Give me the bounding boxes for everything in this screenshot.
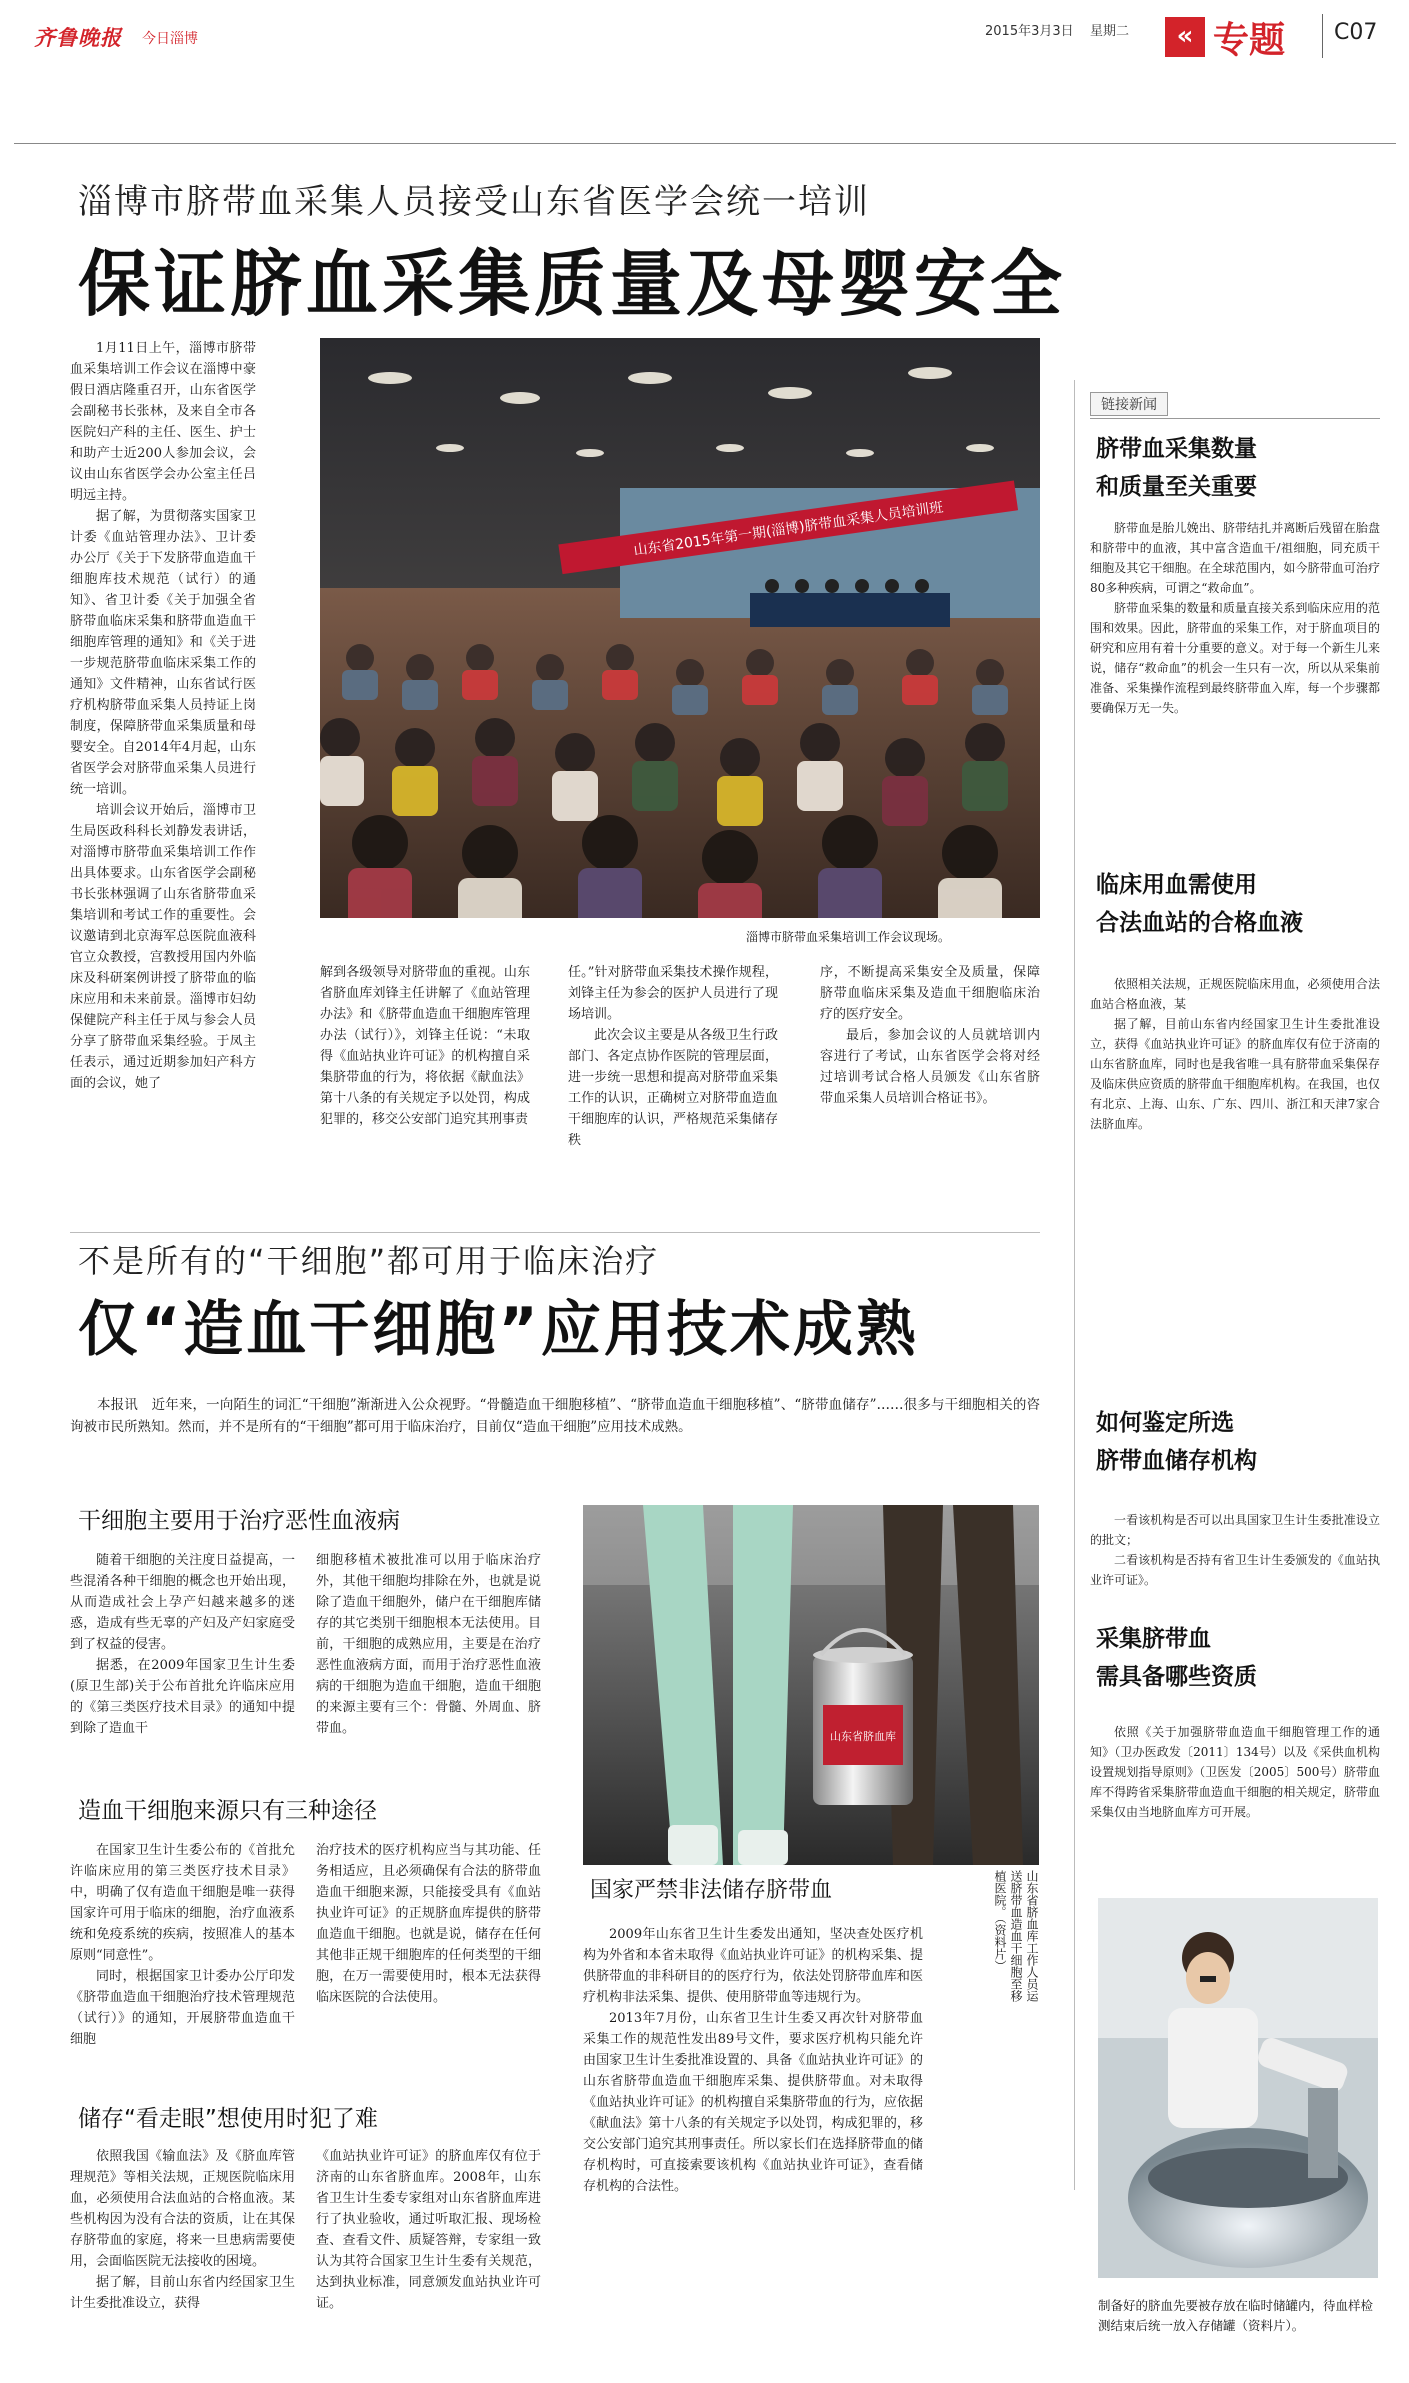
story1-para: 序，不断提高采集安全及质量，保障脐带血临床采集及造血干细胞临床治疗的医疗安全。: [820, 965, 1040, 1022]
story2-para: 2009年山东省卫生计生委发出通知，坚决查处医疗机构为外省和本省未取得《血站执业许可证》的机构采集、提供脐带血的非科研目的的医疗行为，依法处罚脐带血库和医疗机构非法采集、提供、使用脐带血等违规行为。: [583, 1927, 923, 2005]
conference-illustration: [320, 338, 1040, 918]
sidebar1-para: 脐带血采集的数量和质量直接关系到临床应用的范围和效果。因此，脐带血的采集工作，对于脐血项目的研究和应用有着十分重要的意义。对于每一个新生儿来说，储存“救命血”的机会一生只有一次，所以从采集前准备、采集操作流程到最终脐带血入库，每一个步骤都要确保万无一失。: [1090, 601, 1380, 715]
story2-para: 2013年7月份，山东省卫生计生委又再次针对脐带血采集工作的规范性发出89号文件，要求医疗机构只能允许由国家卫生计生委批准设置的、具备《血站执业许可证》的山东省脐带血造血干细胞库采集、提供脐带血。对未取得《血站执业许可证》的机构擅自采集脐带血的行为，应依据《献血法》第十八条的有关规定予以处罚，构成犯罪的，移交公安部门追究其刑事责任。所以家长们在选择脐带血的储存机构时，可直接索要该机构《血站执业许可证》，查看储存机构的合法性。: [583, 2011, 923, 2194]
story2-para: 据悉，在2009年国家卫生计生委(原卫生部)关于公布首批允许临床应用的《第三类医疗技术目录》的通知中提到除了造血干: [70, 1658, 295, 1736]
story-divider: [70, 1232, 1040, 1233]
sidebar2-para: 二看该机构是否持有省卫生计生委颁发的《血站执业许可证》。: [1090, 1553, 1380, 1587]
story2-s3-right: [316, 2146, 541, 2366]
sidebar-tag-rule: [1090, 418, 1380, 419]
story2-para: 随着干细胞的关注度日益提高，一些混淆各种干细胞的概念也开始出现，从而造成社会上孕产妇越来越多的迷惑，造成有些无辜的产妇及产妇家庭受到了权益的侵害。: [70, 1553, 295, 1652]
sidebar1-heading-1: [1096, 430, 1257, 506]
story1-kicker: 淄博市脐带血采集人员接受山东省医学会统一培训: [78, 182, 870, 222]
sidebar1-text-1: [1090, 518, 1380, 838]
story2-kicker: 不是所有的“干细胞”都可用于临床治疗: [78, 1242, 660, 1280]
masthead: [0, 0, 1409, 80]
sidebar2-text-2: [1090, 1722, 1380, 1884]
story2-para: 治疗技术的医疗机构应当与其功能、任务相适应，且必须确保有合法的脐带血造血干细胞来源，只能接受具有《血站执业许可证》的正规脐血库提供的脐带血造血干细胞。也就是说，储存在任何其他非正规干细胞库的任何类型的干细胞，在万一需要使用时，根本无法获得临床医院的合法使用。: [316, 1843, 541, 2005]
sidebar2-para: 依照《关于加强脐带血造血干细胞管理工作的通知》（卫办医政发〔2011〕134号）以及《采供血机构设置规划指导原则》（卫医发〔2005〕500号）脐带血库不得跨省采集脐带血造血干细胞的相关规定，脐带血采集仅由当地脐血库方可开展。: [1090, 1725, 1380, 1819]
sidebar1-heading-1-line: 脐带血采集数量: [1096, 436, 1257, 462]
story1-para: 1月11日上午，淄博市脐带血采集培训工作会议在淄博中豪假日酒店隆重召开，山东省医学会副秘书长张林，及来自全市各医院妇产科的主任、医生、护士和助产士近200人参加会议，会议由山东省医学会办公室主任吕明远主持。: [70, 341, 256, 503]
transport-photo: [583, 1505, 1039, 1865]
lab-photo: [1098, 1898, 1378, 2278]
story1-headline: 保证脐血采集质量及母婴安全: [78, 242, 1067, 326]
transport-illustration: [583, 1505, 1039, 1865]
story2-s2-left: [70, 1840, 295, 2062]
sidebar1-para: 脐带血是胎儿娩出、脐带结扎并离断后残留在胎盘和脐带中的血液，其中富含造血干/祖细胞，同充质干细胞及其它干细胞。在全球范围内，如今脐带血可治疗80多种疾病，可谓之“救命血”。: [1090, 521, 1380, 595]
paper-name: 齐鲁晚报: [34, 25, 122, 50]
masthead-rule: [14, 143, 1396, 144]
story1-column-2: [320, 962, 530, 1226]
story2-headline: 仅“造血干细胞”应用技术成熟: [78, 1295, 919, 1365]
conference-photo: [320, 338, 1040, 918]
story2-para: 依照我国《输血法》及《脐血库管理规范》等相关法规，正规医院临床用血，必须使用合法血站的合格血液。某些机构因为没有合法的资质，让在其保存脐带血的家庭，将来一旦患病需要使用，会面临医院无法接收的困境。: [70, 2149, 295, 2269]
issue-date: 2015年3月3日: [985, 24, 1074, 39]
story2-subhead-2: 造血干细胞来源只有三种途径: [78, 1798, 377, 1824]
story1-para: 任。”针对脐带血采集技术操作规程，刘锋主任为参会的医护人员进行了现场培训。: [568, 965, 778, 1022]
issue-weekday: 星期二: [1090, 24, 1130, 39]
conference-banner-text: 山东省2015年第一期(淄博)脐带血采集人员培训班: [632, 499, 945, 559]
story2-s2-right: [316, 1840, 541, 2062]
section-name: 今日淄博: [142, 31, 198, 47]
story1-para: 解到各级领导对脐带血的重视。山东省脐血库刘锋主任讲解了《血站管理办法》和《脐带血造血干细胞库管理办法（试行）》，刘锋主任说：“未取得《血站执业许可证》的机构擅自采集脐带血的行为，将依据《献血法》第十八条的有关规定予以处罚，构成犯罪的，移交公安部门追究其刑事责: [320, 965, 530, 1127]
can-label-text: 山东省脐血库: [830, 1730, 896, 1743]
story2-s4-text: [583, 1924, 923, 2364]
sidebar1-heading-2: [1096, 866, 1303, 942]
page-number: C07: [1334, 20, 1378, 45]
sidebar1-heading-2-line: 临床用血需使用: [1096, 872, 1257, 898]
sidebar1-para: 依照相关法规，正规医院临床用血，必须使用合法血站合格血液，某: [1090, 977, 1380, 1011]
sidebar2-heading-1: [1096, 1404, 1257, 1480]
story1-column-3: [568, 962, 778, 1226]
story2-para: 《血站执业许可证》的脐血库仅有位于济南的山东省脐血库。2008年，山东省卫生计生委专家组对山东省脐血库进行了执业验收，通过听取汇报、现场检查、查看文件、质疑答辩，专家组一致认为其符合国家卫生计生委有关规范，达到执业标准，同意颁发血站执业许可证。: [316, 2149, 541, 2311]
lab-photo-caption: 制备好的脐血先要被存放在临时储罐内，待血样检测结束后统一放入存储罐（资料片）。: [1098, 2298, 1374, 2333]
story1-para: 据了解，为贯彻落实国家卫计委《血站管理办法》、卫计委办公厅《关于下发脐带血造血干细胞库技术规范（试行）的通知》、省卫计委《关于加强全省脐带血临床采集和脐带血造血干细胞库管理的通知》和《关于进一步规范脐带血临床采集工作的通知》文件精神，山东省试行医疗机构脐带血采集人员持证上岗制度，保障脐带血采集质量和母婴安全。自2014年4月起，山东省医学会对脐带血采集人员进行统一培训。: [70, 509, 256, 797]
column-icon: «: [1165, 17, 1205, 57]
story1-column-4: [820, 962, 1040, 1226]
sidebar1-para: 据了解，目前山东省内经国家卫生计生委批准设立，获得《血站执业许可证》的脐血库仅有位于济南的山东省脐血库，同时也是我省唯一具有脐带血采集保存及临床供应资质的脐带血干细胞库机构。在我国，也仅有北京、上海、山东、广东、四川、浙江和天津7家合法脐血库。: [1090, 1017, 1380, 1131]
story2-s3-left: [70, 2146, 295, 2366]
sidebar-divider: [1074, 380, 1075, 2190]
story2-subhead-4: 国家严禁非法储存脐带血: [590, 1878, 833, 1903]
story1-column-1: [70, 338, 256, 1226]
story2-para: 据了解，目前山东省内经国家卫生计生委批准设立，获得: [70, 2275, 295, 2311]
sidebar1-text-2: [1090, 974, 1380, 1224]
lab-illustration: [1098, 1898, 1378, 2278]
sidebar2-heading-1-line: 脐带血储存机构: [1096, 1448, 1257, 1474]
sidebar1-heading-2-line: 合法血站的合格血液: [1096, 910, 1303, 936]
story2-para: 在国家卫生计生委公布的《首批允许临床应用的第三类医疗技术目录》中，明确了仅有造血干细胞是唯一获得国家许可用于临床的细胞，治疗血液系统和免疫系统的疾病，按照准人的基本原则“同意性”。: [70, 1843, 295, 1963]
sidebar2-para: 一看该机构是否可以出具国家卫生计生委批准设立的批文；: [1090, 1513, 1380, 1547]
masthead-divider: [1322, 14, 1323, 58]
story2-s1-right: [316, 1550, 541, 1750]
sidebar2-heading-2-line: 需具备哪些资质: [1096, 1664, 1257, 1690]
story2-intro: [70, 1394, 1040, 1460]
story1-para: 培训会议开始后，淄博市卫生局医政科科长刘静发表讲话，对淄博市脐带血采集培训工作作出具体要求。山东省医学会副秘书长张林强调了山东省脐带血采集培训和考试工作的重要性。会议邀请到北京海军总医院血液科官立众教授，宫教授用国内外临床及科研案例讲授了脐带血的临床应用和未来前景。淄博市妇幼保健院产科主任于凤与参会人员分享了脐带血采集经验。于凤主任表示，通过近期参加妇产科方面的会议，她了: [70, 803, 256, 1091]
sidebar2-heading-1-line: 如何鉴定所选: [1096, 1410, 1234, 1436]
story2-subhead-3: 储存“看走眼”想使用时犯了难: [78, 2106, 378, 2132]
sidebar2-heading-2-line: 采集脐带血: [1096, 1626, 1211, 1652]
sidebar1-heading-1-line: 和质量至关重要: [1096, 474, 1257, 500]
story1-para: 此次会议主要是从各级卫生行政部门、各定点协作医院的管理层面，进一步统一思想和提高对脐带血采集工作的认识，正确树立对脐带血造血干细胞库的认识，严格规范采集储存秩: [568, 1028, 778, 1148]
story2-para: 同时，根据国家卫计委办公厅印发《脐带血造血干细胞治疗技术管理规范（试行）》的通知，开展脐带血造血干细胞: [70, 1969, 295, 2047]
story2-subhead-1: 干细胞主要用于治疗恶性血液病: [78, 1508, 400, 1534]
sidebar2-text-1: [1090, 1510, 1380, 1610]
sidebar2-heading-2: [1096, 1620, 1257, 1696]
transport-photo-caption: 山东省脐血库工作人员运送脐带血造血干细胞至移植医院。（资料片）: [993, 1870, 1039, 2002]
conference-photo-caption: 淄博市脐带血采集培训工作会议现场。: [746, 930, 951, 944]
sidebar-tag: 链接新闻: [1090, 392, 1168, 416]
column-name: 专题: [1213, 20, 1286, 61]
story2-para: 细胞移植术被批准可以用于临床治疗外，其他干细胞均排除在外，也就是说除了造血干细胞外，储户在干细胞库储存的其它类别干细胞根本无法使用。目前，干细胞的成熟应用，主要是在治疗恶性血液病方面，而用于治疗恶性血液病的干细胞为造血干细胞，造血干细胞的来源主要有三个：骨髓、外周血、脐带血。: [316, 1553, 541, 1736]
story1-para: 最后，参加会议的人员就培训内容进行了考试，山东省医学会将对经过培训考试合格人员颁发《山东省脐带血采集人员培训合格证书》。: [820, 1028, 1040, 1106]
story2-intro-text: 本报讯 近年来，一向陌生的词汇“干细胞”渐渐进入公众视野。“骨髓造血干细胞移植”、“脐带血造血干细胞移植”、“脐带血储存”……很多与干细胞相关的咨询被市民所熟知。然而，并不是所有的“干细胞”都可用于临床治疗，目前仅“造血干细胞”应用技术成熟。: [70, 1397, 1040, 1435]
story2-s1-left: [70, 1550, 295, 1750]
